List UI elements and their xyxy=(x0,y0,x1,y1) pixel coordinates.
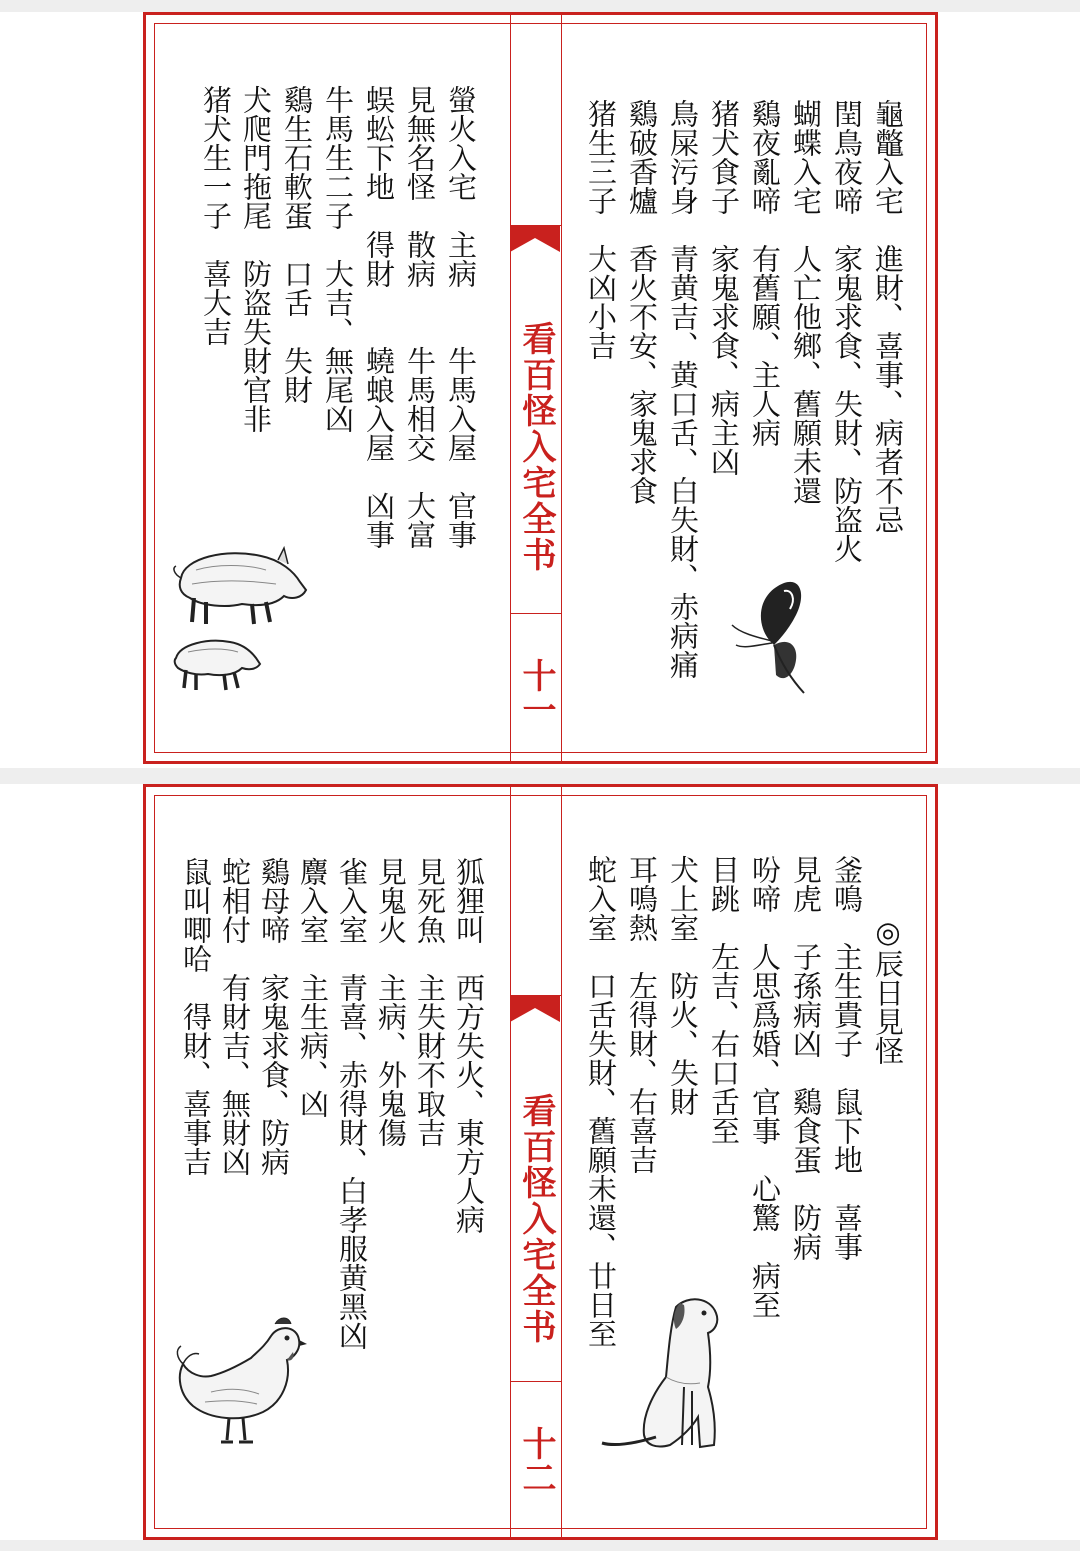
text-column: 犬爬門拖尾 防盗失財官非 xyxy=(239,85,273,433)
spine-title: 看百怪入宅全书 xyxy=(516,1093,556,1345)
text-column: 狐狸叫 西方失火、東方人病 xyxy=(452,857,486,1234)
text-column: 猪犬生一子 喜大吉 xyxy=(199,85,233,346)
butterfly-icon xyxy=(726,575,821,700)
text-column: 蝴蝶入宅 人亡他鄉、舊願未還 xyxy=(789,99,823,505)
text-column: 吩啼 人思爲婚、官事 心驚 病至 xyxy=(748,855,782,1319)
text-column: 閏鳥夜啼 家鬼求食、失財、防盗火 xyxy=(830,99,864,563)
text-column: 猪生三子 大凶小吉 xyxy=(584,99,618,360)
page-number: 十二 xyxy=(516,1426,556,1494)
book-spine xyxy=(510,15,562,761)
piglet-icon xyxy=(168,630,263,695)
text-column: 目跳 左吉、右口舌至 xyxy=(707,855,741,1145)
book-spine xyxy=(510,787,562,1537)
text-column: 釜鳴 主生貴子 鼠下地 喜事 xyxy=(830,855,864,1261)
text-column: 見虎 子孫病凶 鷄食蛋 防病 xyxy=(789,855,823,1261)
bottom-gap xyxy=(0,1540,1080,1551)
text-column: 麖入室 主生病、凶 xyxy=(296,857,330,1118)
text-column: 鳥屎污身 青黄吉、黄口舌、白失財、赤病痛 xyxy=(666,99,700,679)
text-column: 耳鳴熱 左得財、右喜吉 xyxy=(625,855,659,1174)
section-heading: ◎辰日見怪 xyxy=(871,915,905,1065)
hen-icon xyxy=(171,1302,311,1452)
text-column: 鷄夜亂啼 有舊願、主人病 xyxy=(748,99,782,447)
spine-title: 看百怪入宅全书 xyxy=(516,321,556,573)
spine-ribbon-icon xyxy=(510,226,560,252)
dog-icon xyxy=(596,1287,736,1457)
text-column: 蛇入室 口舌失財、舊願未還、廿日至 xyxy=(584,855,618,1348)
text-column: 牛馬生二子 大吉、無尾凶 xyxy=(321,85,355,433)
page-number: 十一 xyxy=(516,658,556,726)
top-gap xyxy=(0,0,1080,12)
middle-gap xyxy=(0,768,1080,784)
book-spread-eleven xyxy=(143,12,938,764)
text-column: 螢火入宅 主病 牛馬入屋 官事 xyxy=(444,85,478,549)
text-column: 鷄生石軟蛋 口舌 失財 xyxy=(280,85,314,404)
text-column: 鼠叫唧哈 得財、喜事吉 xyxy=(179,857,213,1176)
pig-icon xyxy=(166,540,311,630)
book-spread-twelve xyxy=(143,784,938,1540)
text-column: 見鬼火 主病、外鬼傷 xyxy=(374,857,408,1147)
text-column: 見無名怪 散病 牛馬相交 大富 xyxy=(403,85,437,549)
text-column: 龜鼈入宅 進財、喜事、病者不忌 xyxy=(871,99,905,534)
spine-ribbon-icon xyxy=(510,996,560,1022)
text-column: 猪犬食子 家鬼求食、病主凶 xyxy=(707,99,741,476)
text-column: 雀入室 青喜、赤得財、白孝服黄黑凶 xyxy=(335,857,369,1350)
text-column: 見死魚 主失財不取吉 xyxy=(413,857,447,1147)
text-column: 鷄母啼 家鬼求食、防病 xyxy=(257,857,291,1176)
text-column: 蜈蚣下地 得財 蟯蜋入屋 凶事 xyxy=(362,85,396,549)
text-column: 鷄破香爐 香火不安、家鬼求食 xyxy=(625,99,659,505)
text-column: 蛇相付 有財吉、無財凶 xyxy=(218,857,252,1176)
text-column: 犬上室 防火、失財 xyxy=(666,855,700,1116)
